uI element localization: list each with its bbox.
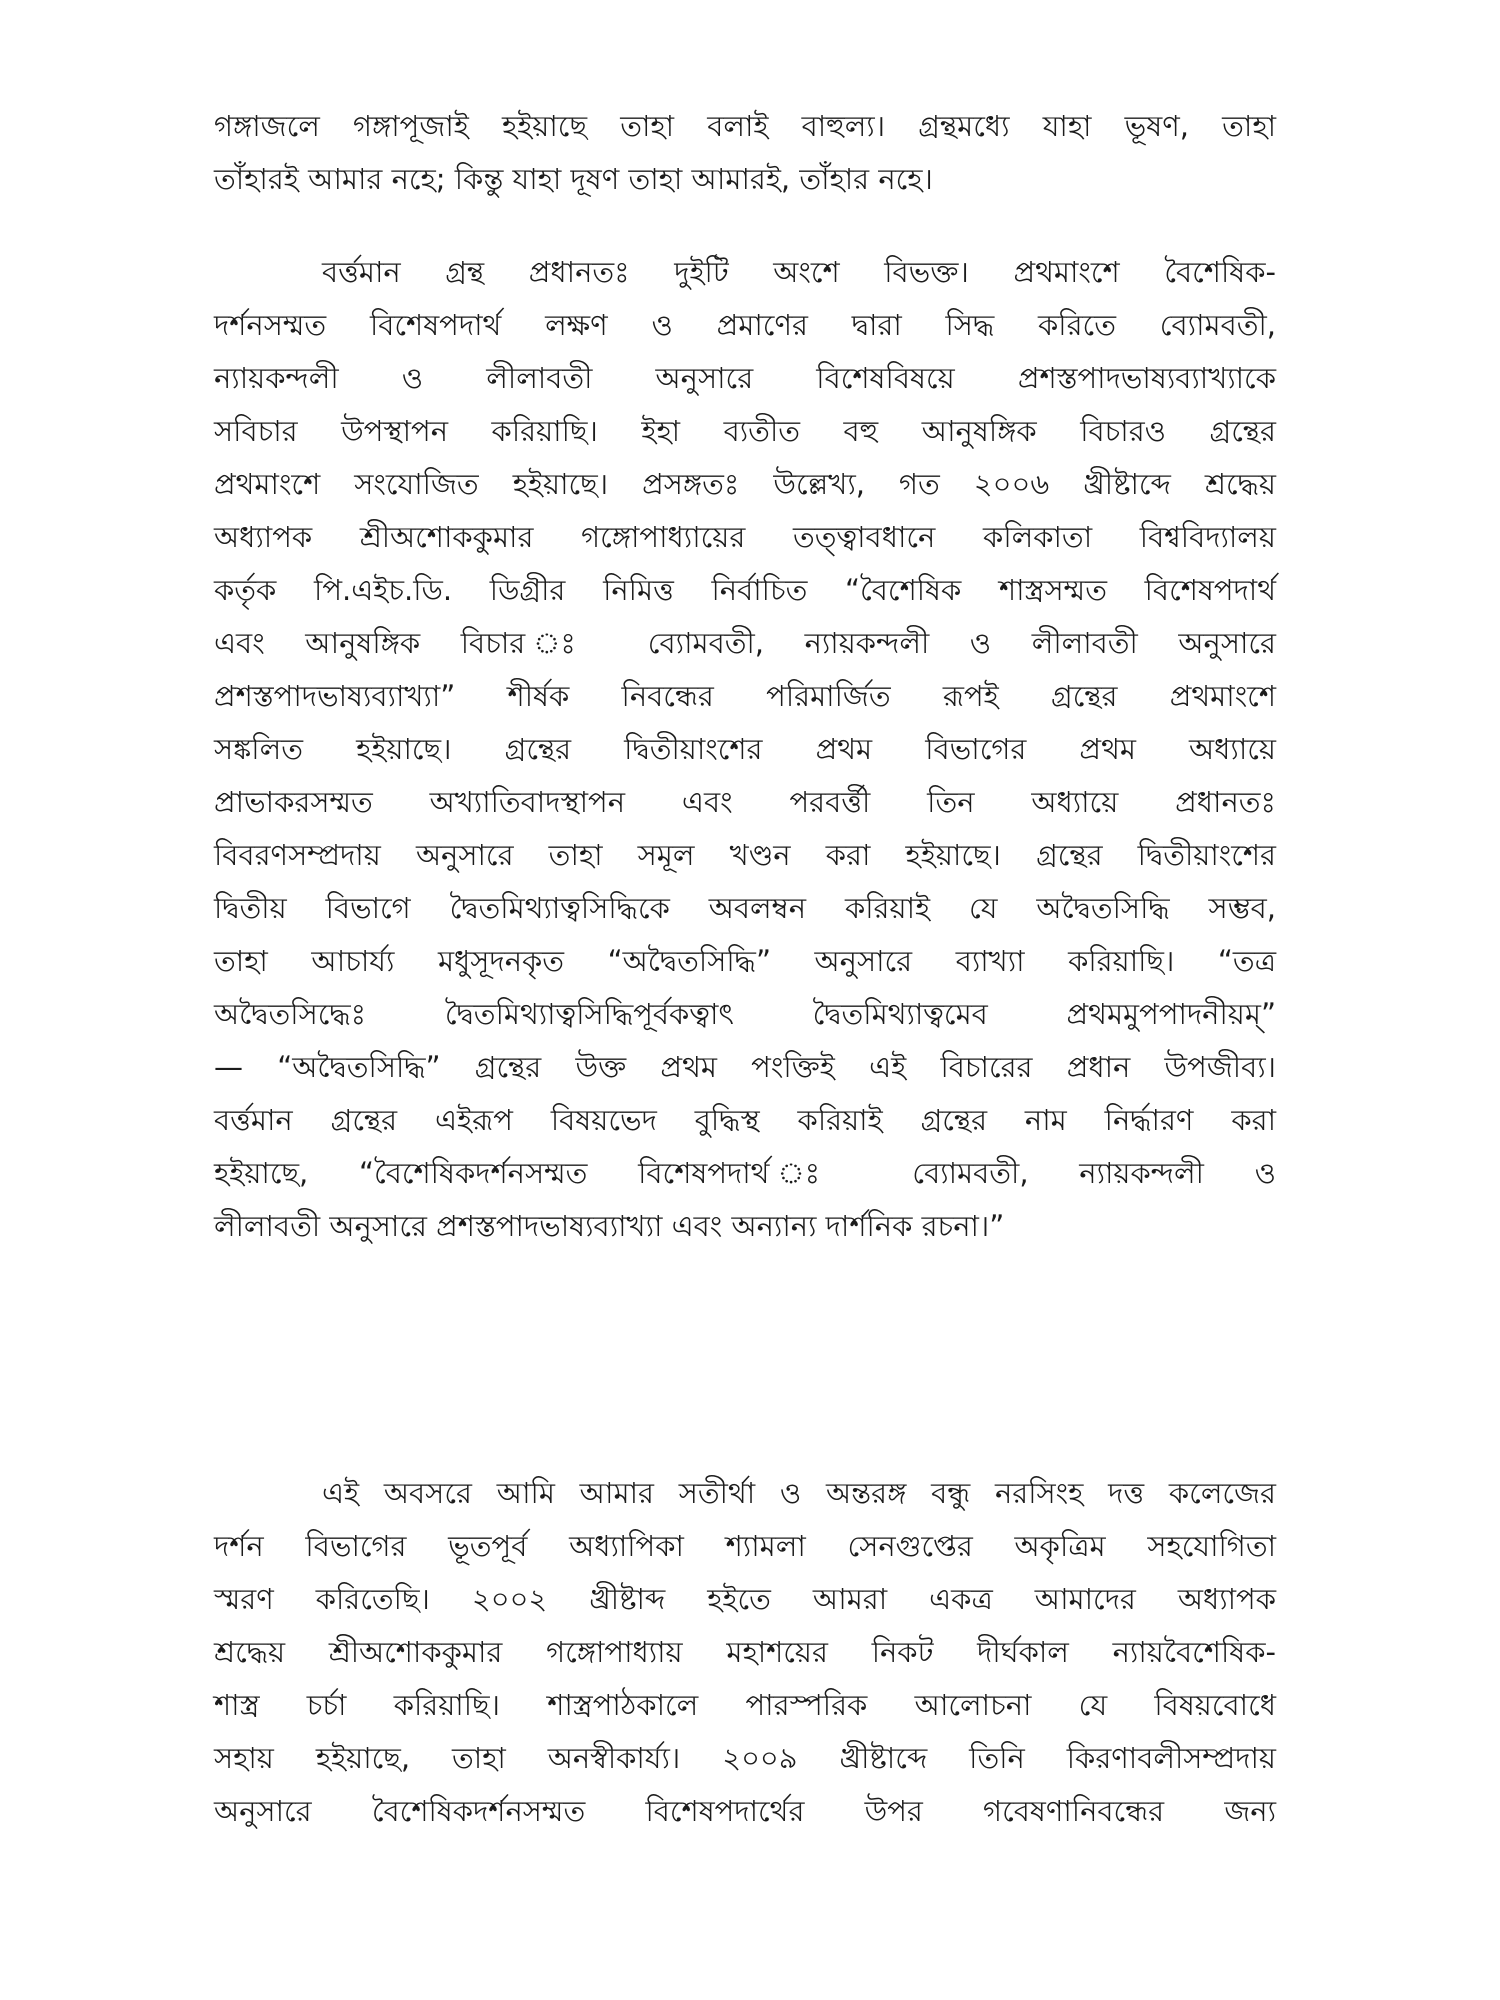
text-line: দ্বিতীয় বিভাগে দ্বৈতমিথ্যাত্বসিদ্ধিকে অবলম্বন করিয়াই যে অদ্বৈতসিদ্ধি সম্ভব, bbox=[214, 891, 1276, 925]
text-line: বর্ত্তমান গ্রন্থের এইরূপ বিষয়ভেদ বুদ্ধিস্থ করিয়াই গ্রন্থের নাম নির্দ্ধারণ করা bbox=[214, 1103, 1276, 1137]
text-line: অনুসারে বৈশেষিকদর্শনসম্মত বিশেষপদার্থের উপর গবেষণানিবন্ধের জন্য bbox=[214, 1794, 1276, 1828]
paragraph-2 bbox=[214, 246, 1276, 1253]
text-line: স্মরণ করিতেছি। ২০০২ খ্রীষ্টাব্দ হইতে আমরা একত্র আমাদের অধ্যাপক bbox=[214, 1582, 1276, 1616]
text-line: এবং আনুষঙ্গিক বিচার ঃ ব্যোমবতী, ন্যায়কন্দলী ও লীলাবতী অনুসারে bbox=[214, 626, 1276, 660]
text-line: বর্ত্তমান গ্রন্থ প্রধানতঃ দুইটি অংশে বিভক্ত। প্রথমাংশে বৈশেষিক- bbox=[322, 255, 1276, 289]
paragraph-3 bbox=[214, 1467, 1276, 1838]
text-line: লীলাবতী অনুসারে প্রশস্তপাদভাষ্যব্যাখ্যা এবং অন্যান্য দার্শনিক রচনা।” bbox=[214, 1209, 1005, 1243]
text-line: গঙ্গাজলে গঙ্গাপূজাই হইয়াছে তাহা বলাই বাহুল্য। গ্রন্থমধ্যে যাহা ভূষণ, তাহা bbox=[214, 109, 1276, 143]
text-line: হইয়াছে, “বৈশেষিকদর্শনসম্মত বিশেষপদার্থ ঃ ব্যোমবতী, ন্যায়কন্দলী ও bbox=[214, 1156, 1276, 1190]
text-line: অধ্যাপক শ্রীঅশোককুমার গঙ্গোপাধ্যায়ের তত্ত্বাবধানে কলিকাতা বিশ্ববিদ্যালয় bbox=[214, 520, 1276, 554]
text-line: প্রথমাংশে সংযোজিত হইয়াছে। প্রসঙ্গতঃ উল্লেখ্য, গত ২০০৬ খ্রীষ্টাব্দে শ্রদ্ধেয় bbox=[214, 467, 1276, 501]
text-line: — “অদ্বৈতসিদ্ধি” গ্রন্থের উক্ত প্রথম পংক্তিই এই বিচারের প্রধান উপজীব্য। bbox=[214, 1050, 1276, 1084]
text-line: ন্যায়কন্দলী ও লীলাবতী অনুসারে বিশেষবিষয়ে প্রশস্তপাদভাষ্যব্যাখ্যাকে bbox=[214, 361, 1276, 395]
text-line: দর্শন বিভাগের ভূতপূর্ব অধ্যাপিকা শ্যামলা সেনগুপ্তের অকৃত্রিম সহযোগিতা bbox=[214, 1529, 1276, 1563]
text-line: শাস্ত্র চর্চা করিয়াছি। শাস্ত্রপাঠকালে পারস্পরিক আলোচনা যে বিষয়বোধে bbox=[214, 1688, 1276, 1722]
text-line: বিবরণসম্প্রদায় অনুসারে তাহা সমূল খণ্ডন করা হইয়াছে। গ্রন্থের দ্বিতীয়াংশের bbox=[214, 838, 1276, 872]
text-line: সহায় হইয়াছে, তাহা অনস্বীকার্য্য। ২০০৯ খ্রীষ্টাব্দে তিনি কিরণাবলীসম্প্রদায় bbox=[214, 1741, 1276, 1775]
text-line: তাহা আচার্য্য মধুসূদনকৃত “অদ্বৈতসিদ্ধি” অনুসারে ব্যাখ্যা করিয়াছি। “তত্র bbox=[214, 944, 1276, 978]
text-line: কর্তৃক পি.এইচ.ডি. ডিগ্রীর নিমিত্ত নির্বাচিত “বৈশেষিক শাস্ত্রসম্মত বিশেষপদার্থ bbox=[214, 573, 1276, 607]
text-line: এই অবসরে আমি আমার সতীর্থা ও অন্তরঙ্গ বন্ধু নরসিংহ দত্ত কলেজের bbox=[322, 1476, 1276, 1510]
paragraph-1 bbox=[214, 100, 1276, 206]
text-line: তাঁহারই আমার নহে; কিন্তু যাহা দূষণ তাহা আমারই, তাঁহার নহে। bbox=[214, 162, 933, 196]
text-line: প্রাভাকরসম্মত অখ্যাতিবাদস্থাপন এবং পরবর্ত্তী তিন অধ্যায়ে প্রধানতঃ bbox=[214, 785, 1276, 819]
text-line: সবিচার উপস্থাপন করিয়াছি। ইহা ব্যতীত বহু আনুষঙ্গিক বিচারও গ্রন্থের bbox=[214, 414, 1276, 448]
text-line: প্রশস্তপাদভাষ্যব্যাখ্যা” শীর্ষক নিবন্ধের পরিমার্জিত রূপই গ্রন্থের প্রথমাংশে bbox=[214, 679, 1276, 713]
text-line: শ্রদ্ধেয় শ্রীঅশোককুমার গঙ্গোপাধ্যায় মহাশয়ের নিকট দীর্ঘকাল ন্যায়বৈশেষিক- bbox=[214, 1635, 1276, 1669]
text-line: অদ্বৈতসিদ্ধেঃ দ্বৈতমিথ্যাত্বসিদ্ধিপূর্বকত্বাৎ দ্বৈতমিথ্যাত্বমেব প্রথমমুপপাদনীয়ম্” bbox=[214, 997, 1276, 1031]
text-line: সঙ্কলিত হইয়াছে। গ্রন্থের দ্বিতীয়াংশের প্রথম বিভাগের প্রথম অধ্যায়ে bbox=[214, 732, 1276, 766]
text-line: দর্শনসম্মত বিশেষপদার্থ লক্ষণ ও প্রমাণের দ্বারা সিদ্ধ করিতে ব্যোমবতী, bbox=[214, 308, 1276, 342]
